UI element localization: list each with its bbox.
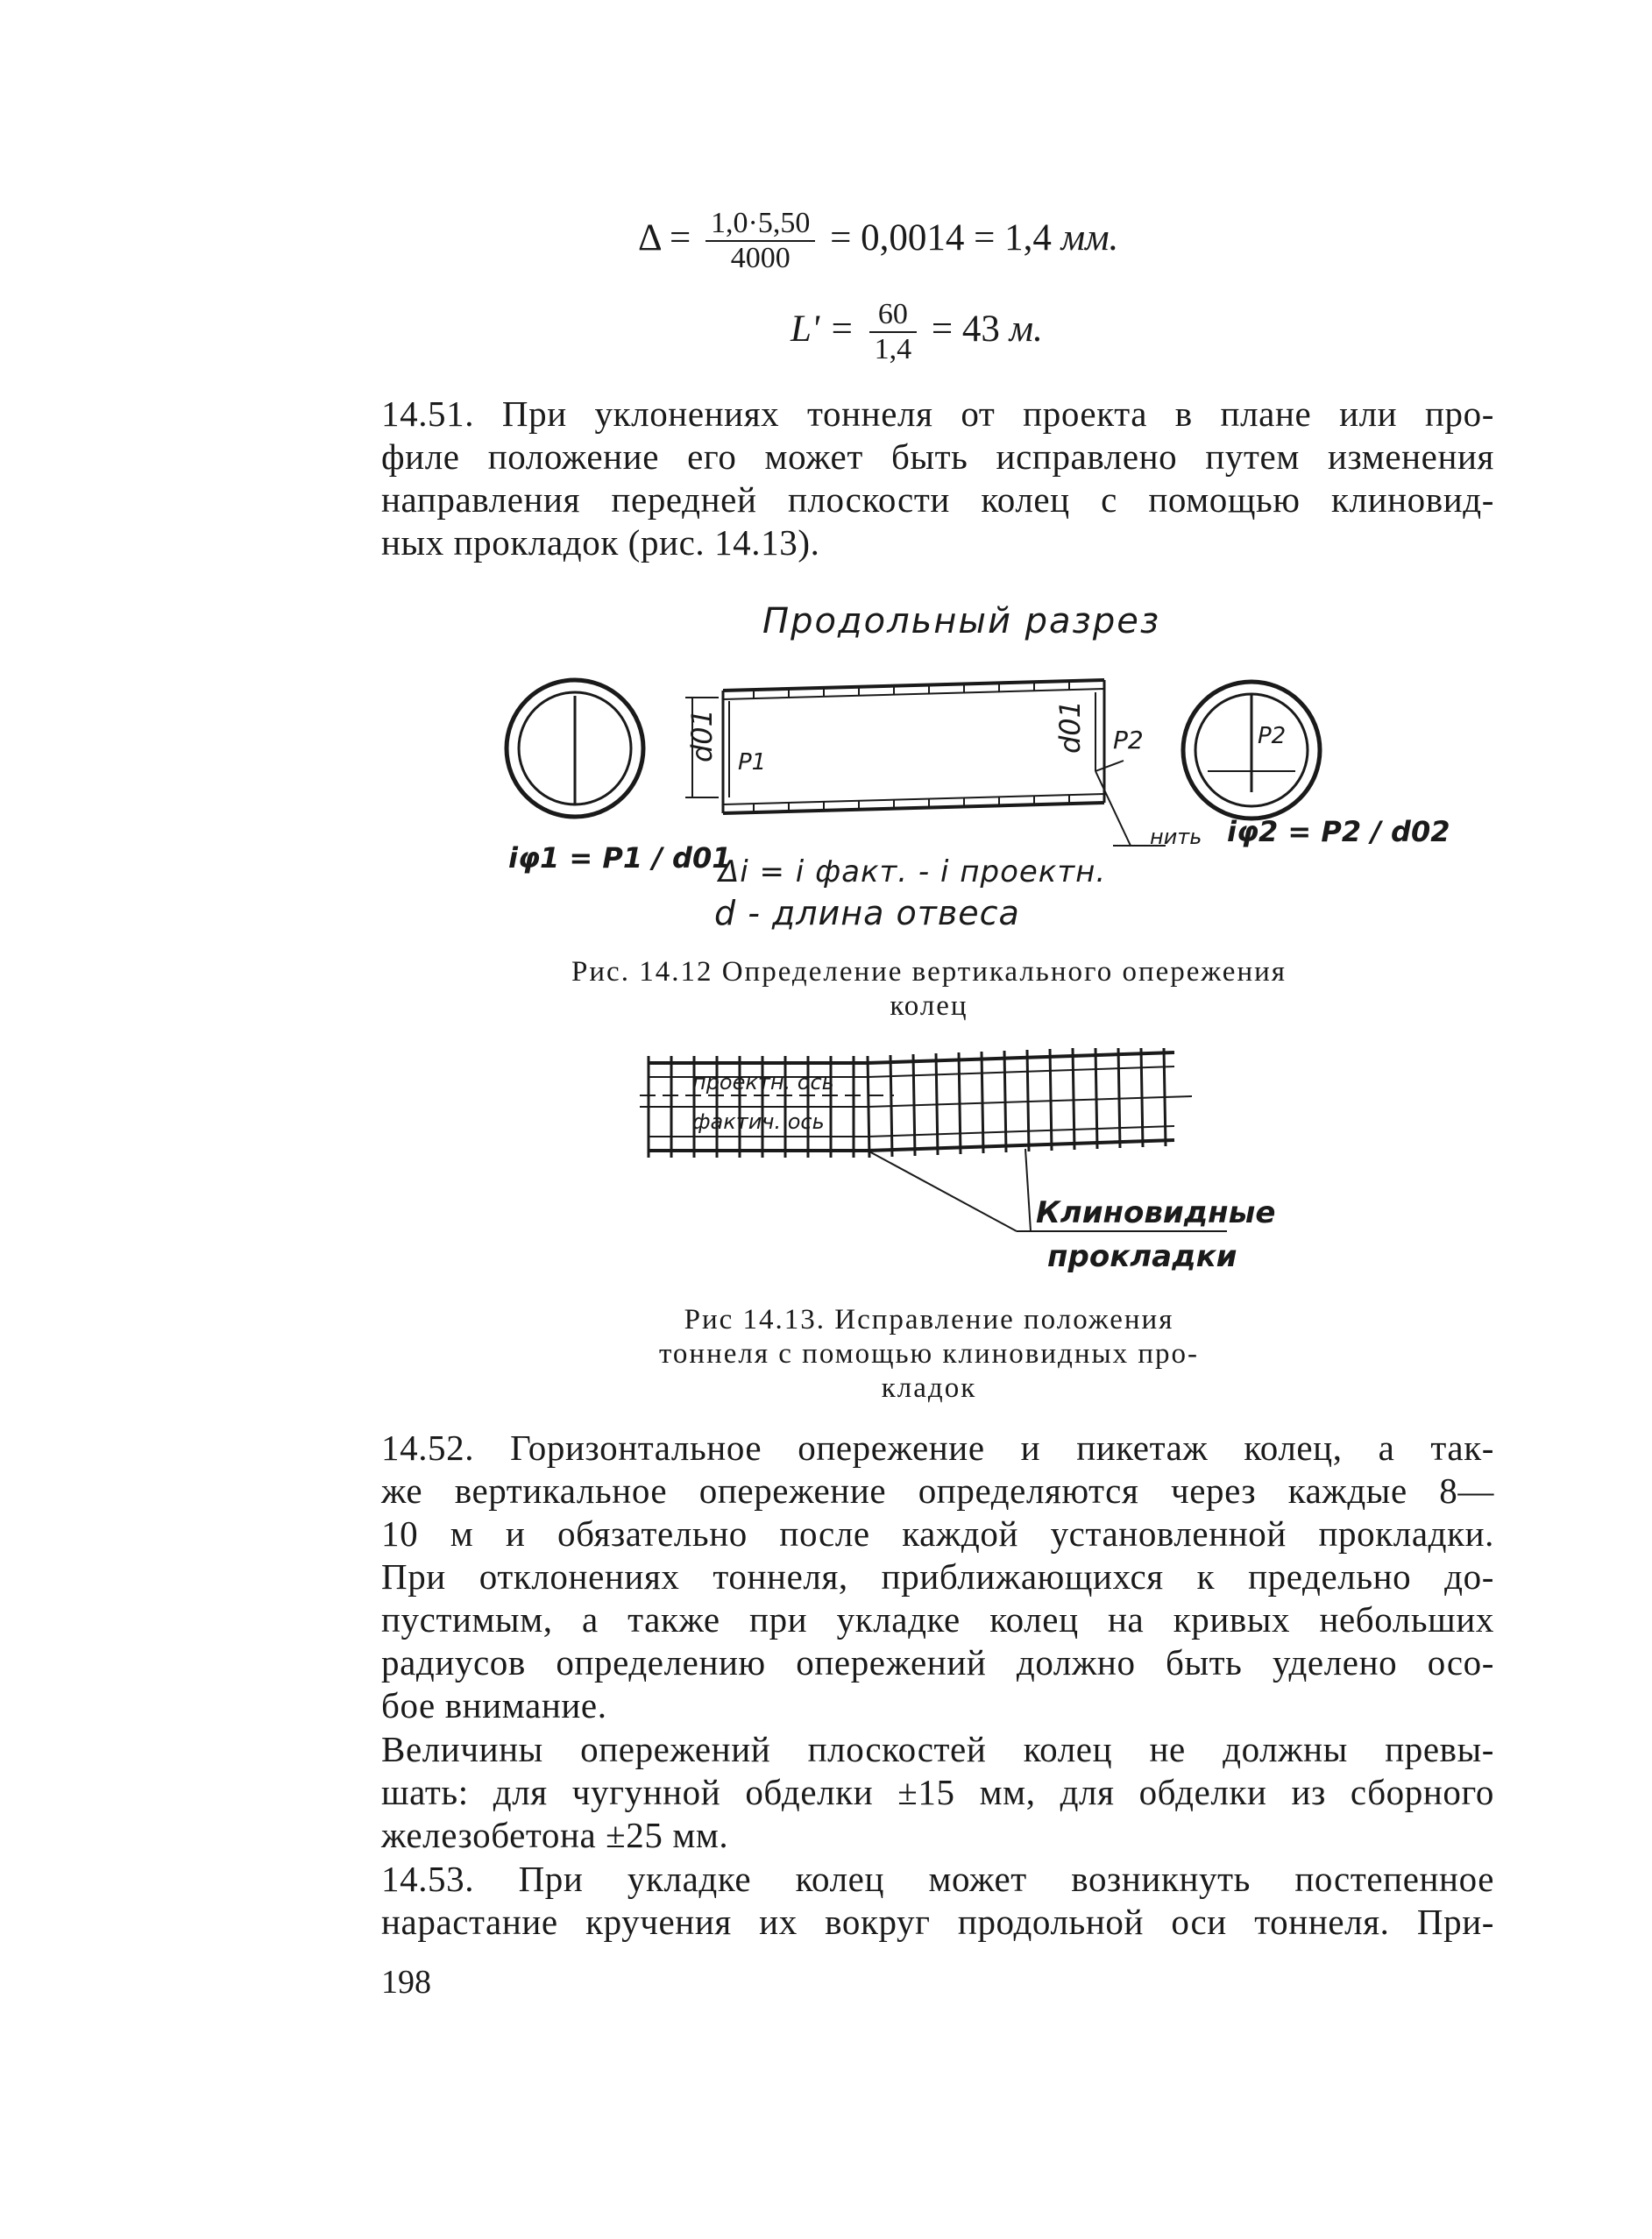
- text-line: железобетона ±25 мм.: [381, 1815, 729, 1855]
- formula-delta: [638, 207, 1118, 275]
- fig12-title: Продольный разрез: [762, 601, 1161, 641]
- text-line: пустимым, а также при укладке колец на кривых небольших: [381, 1599, 1494, 1640]
- text-line: 10 м и обязательно после каждой установленной прокладки.: [381, 1513, 1494, 1554]
- caption-line: колец: [890, 990, 968, 1022]
- paragraph-14-53: [381, 1858, 1494, 1944]
- label-wedges-1: Клиновидные: [1036, 1195, 1276, 1230]
- text-line: бое внимание.: [381, 1685, 607, 1725]
- text-line: Величины опережений плоскостей колец не должны превы-: [381, 1729, 1494, 1769]
- left-section-circle: [507, 680, 643, 817]
- text-line: же вертикальное опережение определяются через каждые 8—: [381, 1470, 1494, 1511]
- paragraph-limit-values: [381, 1728, 1494, 1857]
- caption-line: Рис. 14.12 Определение вертикального опережения: [571, 956, 1287, 988]
- text-line: 14.51. При уклонениях тоннеля от проекта в плане или про-: [381, 393, 1494, 434]
- formula-delta-fraction: [705, 207, 815, 275]
- label-p1: P1: [738, 749, 767, 776]
- formula-length-numerator: 60: [869, 298, 918, 333]
- label-design-axis: проектн. ось: [692, 1070, 834, 1095]
- text-line: ных прокладок (рис. 14.13).: [381, 522, 820, 563]
- text-line: При отклонениях тоннеля, приближающихся к предельно до-: [381, 1556, 1494, 1597]
- text-line: 14.53. При укладке колец может возникнуть постепенное: [381, 1859, 1494, 1899]
- formula-i-phi2: iφ2 = P2 / d02: [1227, 815, 1450, 848]
- caption-line: Рис 14.13. Исправление положения: [684, 1304, 1174, 1336]
- formula-length: [791, 298, 1043, 366]
- formula-length-lhs: L' =: [791, 308, 854, 350]
- fig13-caption: [596, 1303, 1262, 1406]
- label-d01-left: d01: [685, 708, 719, 762]
- caption-line: тоннеля с помощью клиновидных про-: [658, 1338, 1200, 1370]
- right-section-circle: [1183, 682, 1320, 818]
- label-wedges-2: прокладки: [1047, 1239, 1237, 1274]
- text-line: радиусов определению опережений должно быть уделено осо-: [381, 1642, 1494, 1683]
- label-p2-circle: P2: [1258, 723, 1287, 749]
- text-line: нарастание кручения их вокруг продольной оси тоннеля. При-: [381, 1902, 1494, 1942]
- formula-delta-unit: мм.: [1060, 216, 1119, 259]
- page-number: 198: [381, 1964, 431, 2001]
- formula-length-rhs: = 43: [931, 308, 1000, 350]
- formula-length-unit: м.: [1009, 308, 1043, 350]
- label-d01-right: d01: [1053, 699, 1087, 754]
- text-line: филе положение его может быть исправлено путем изменения: [381, 436, 1494, 477]
- formula-i-phi1: iφ1 = P1 / d01: [508, 841, 732, 875]
- label-actual-axis: фактич. ось: [692, 1109, 825, 1134]
- paragraph-14-52: [381, 1427, 1494, 1727]
- paragraph-14-51: [381, 393, 1494, 564]
- formula-delta-lhs: Δ =: [638, 216, 691, 259]
- formula-delta-denominator: 4000: [730, 242, 791, 274]
- text-line: 14.52. Горизонтальное опережение и пикетаж колец, а так-: [381, 1428, 1494, 1468]
- caption-line: кладок: [881, 1372, 977, 1404]
- formula-delta-numerator: 1,0·5,50: [705, 207, 815, 242]
- formula-length-denominator: 1,4: [874, 333, 912, 365]
- formula-length-fraction: [869, 298, 918, 366]
- formula-delta-rhs: = 0,0014 = 1,4: [830, 216, 1052, 259]
- text-line: шать: для чугунной обделки ±15 мм, для обделки из сборного: [381, 1772, 1494, 1812]
- fig12-note-d: d - длина отвеса: [714, 894, 1020, 932]
- fig12-note-delta-i: Δi = i факт. - i проектн.: [719, 854, 1107, 889]
- label-nit: нить: [1150, 825, 1202, 849]
- fig12-caption: [491, 955, 1367, 1024]
- text-line: направления передней плоскости колец с помощью клиновид-: [381, 479, 1494, 520]
- label-p2: P2: [1113, 726, 1144, 755]
- figure-14-13-drawing: [631, 1047, 1276, 1275]
